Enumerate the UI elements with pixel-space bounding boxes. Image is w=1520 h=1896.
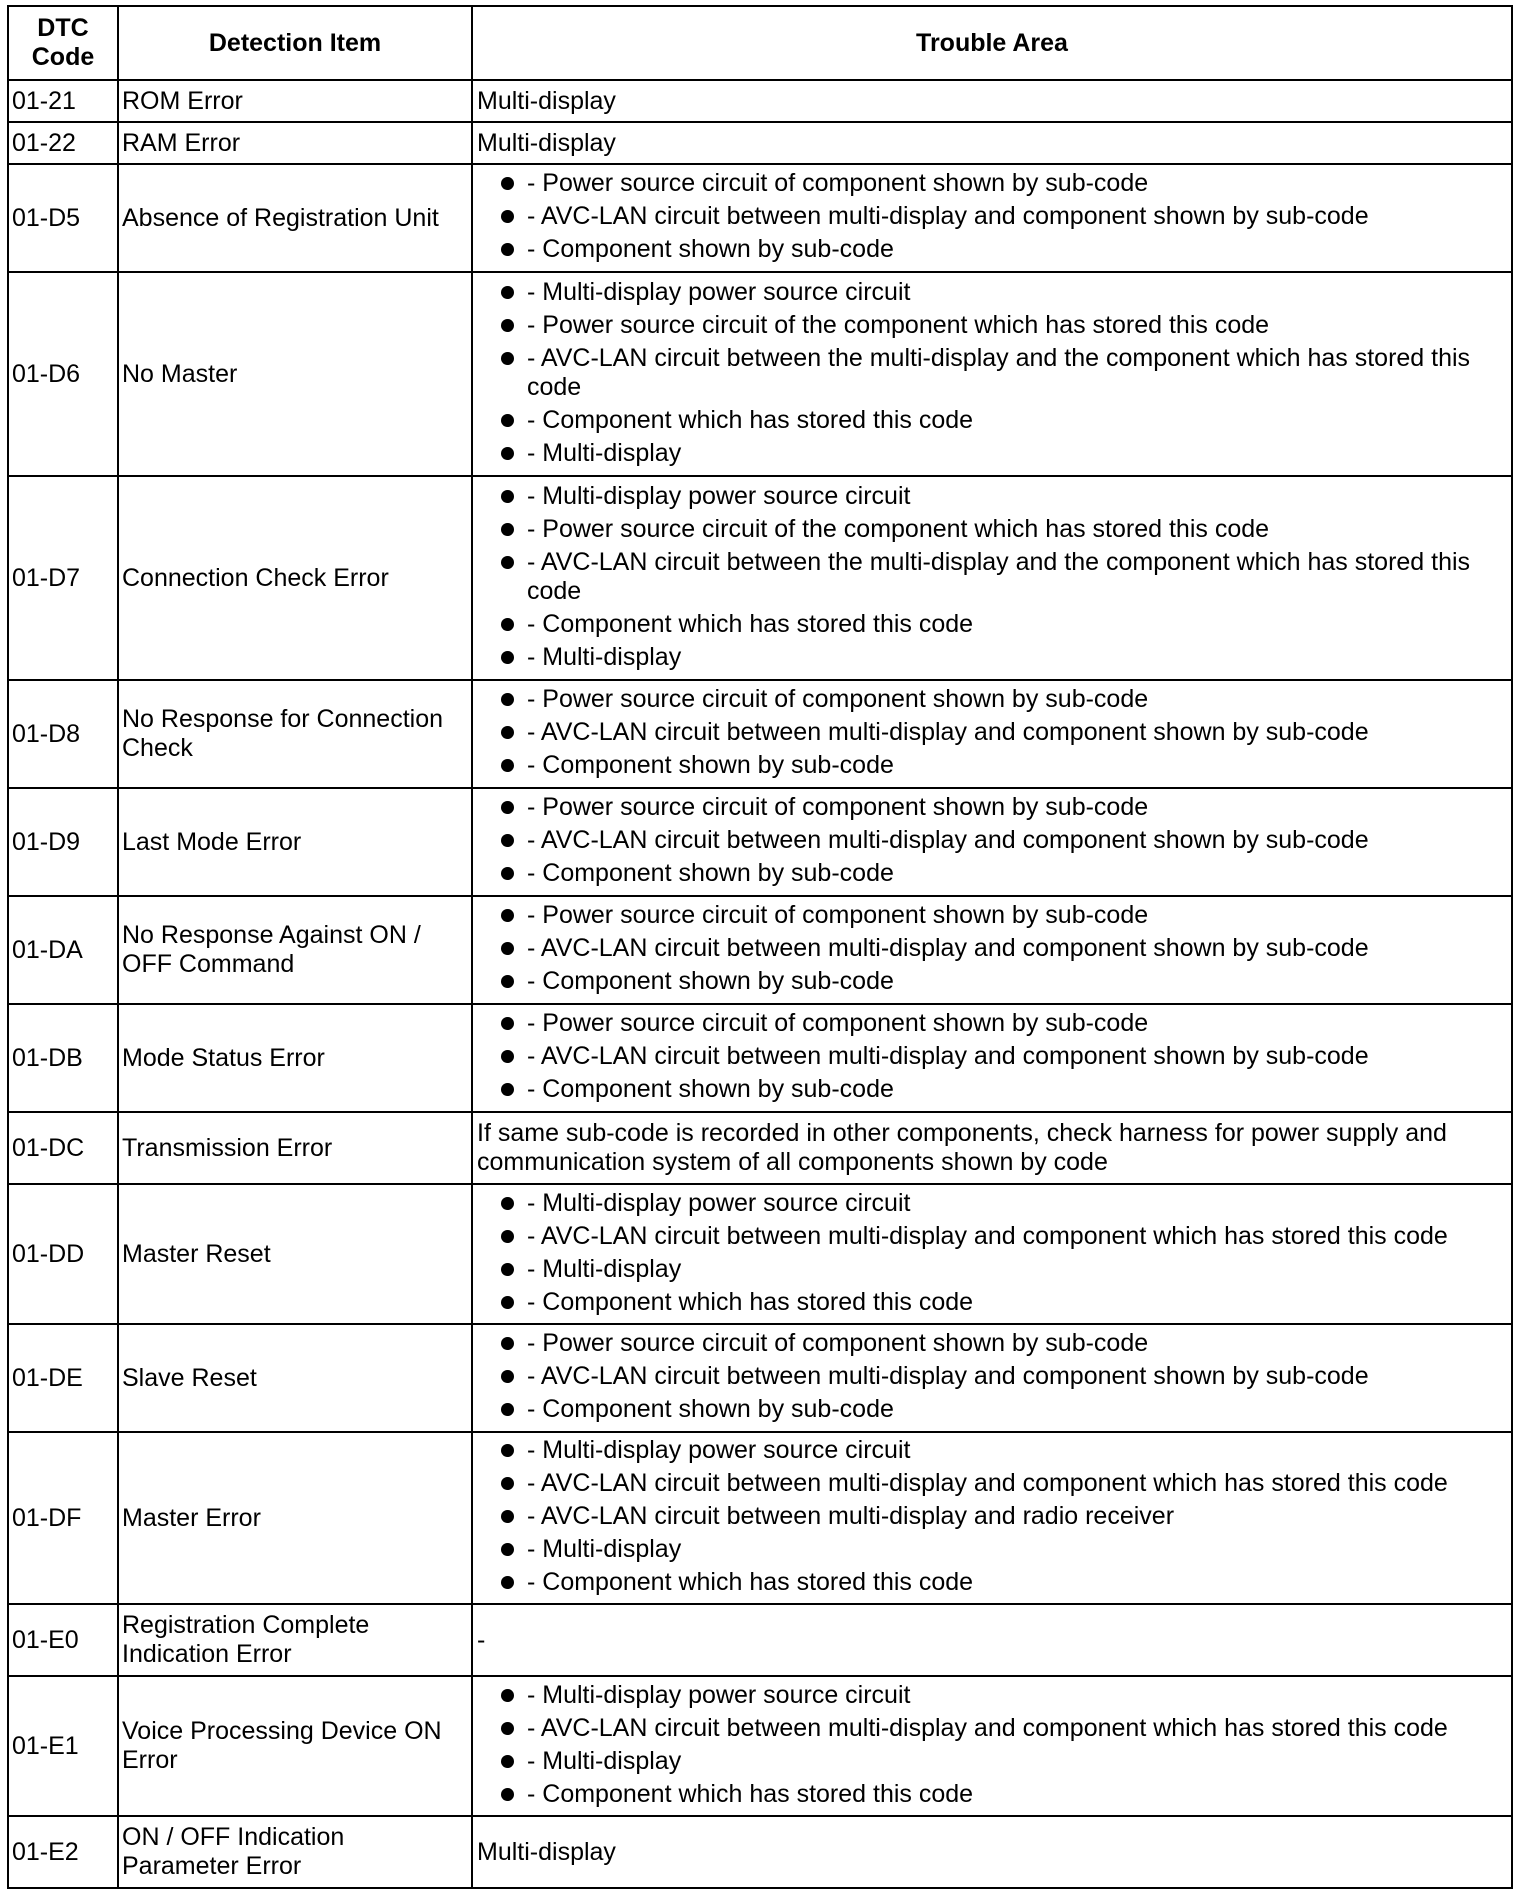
table-row <box>8 1604 1512 1676</box>
trouble-area-text: - Power source circuit of the component which has stored this code <box>527 514 1270 543</box>
trouble-area-list <box>477 1681 1499 1809</box>
trouble-area-list-item <box>477 1681 1499 1710</box>
trouble-area-text: - Multi-display power source circuit <box>527 1188 911 1217</box>
trouble-area-cell <box>472 1112 1512 1184</box>
table-header <box>8 6 1512 80</box>
bullet-icon <box>501 319 514 332</box>
trouble-area-cell <box>472 476 1512 680</box>
bullet-icon <box>501 1050 514 1063</box>
trouble-area-list-item <box>477 439 1499 468</box>
trouble-area-list-item <box>477 1780 1499 1809</box>
table-row <box>8 1432 1512 1604</box>
trouble-area-text: - Component shown by sub-code <box>527 859 894 887</box>
header-trouble-area: Trouble Area <box>472 6 1512 80</box>
trouble-area-text: - AVC-LAN circuit between multi-display and radio receiver <box>527 1502 1175 1530</box>
trouble-area-list-item <box>477 1535 1499 1564</box>
trouble-area-list-item <box>477 344 1499 402</box>
trouble-area-list-item <box>477 859 1499 888</box>
trouble-area-text: - Power source circuit of component shown by sub-code <box>527 685 1149 713</box>
bullet-icon <box>501 210 514 223</box>
bullet-icon <box>501 1788 514 1801</box>
trouble-area-list <box>477 1009 1499 1104</box>
dtc-table-container <box>7 5 1511 1889</box>
trouble-area-text: - Power source circuit of component shown by sub-code <box>527 1009 1149 1037</box>
dtc-code-cell: 01-E1 <box>8 1676 118 1816</box>
table-row <box>8 1004 1512 1112</box>
bullet-icon <box>501 1083 514 1096</box>
trouble-area-list-item <box>477 1714 1499 1743</box>
trouble-area-text: - Multi-display power source circuit <box>527 277 911 306</box>
detection-item-cell: No Master <box>118 272 472 476</box>
trouble-area-list-item <box>477 1329 1499 1358</box>
bullet-icon <box>501 693 514 706</box>
trouble-area-list-item <box>477 1395 1499 1424</box>
trouble-area-list <box>477 901 1499 996</box>
trouble-area-list <box>477 793 1499 888</box>
bullet-icon <box>501 1230 514 1243</box>
trouble-area-list-item <box>477 1436 1499 1465</box>
bullet-icon <box>501 1689 514 1702</box>
trouble-area-cell <box>472 680 1512 788</box>
trouble-area-cell <box>472 272 1512 476</box>
trouble-area-cell <box>472 1184 1512 1324</box>
trouble-area-text: - Multi-display power source circuit <box>527 1680 911 1709</box>
trouble-area-list-item <box>477 1189 1499 1218</box>
bullet-icon <box>501 942 514 955</box>
trouble-area-list-item <box>477 793 1499 822</box>
trouble-area-text: - AVC-LAN circuit between multi-display and component which has stored this code <box>527 1713 1448 1742</box>
bullet-icon <box>501 1444 514 1457</box>
trouble-area-list-item <box>477 967 1499 996</box>
trouble-area-text: Multi-display <box>477 86 616 115</box>
trouble-area-list-item <box>477 610 1499 639</box>
bullet-icon <box>501 1197 514 1210</box>
detection-item-cell: RAM Error <box>118 122 472 164</box>
trouble-area-text: - AVC-LAN circuit between multi-display and component which has stored this code <box>527 1221 1448 1250</box>
table-row <box>8 788 1512 896</box>
trouble-area-cell <box>472 1816 1512 1888</box>
trouble-area-text: Multi-display <box>477 128 616 157</box>
table-row <box>8 680 1512 788</box>
trouble-area-list <box>477 482 1499 672</box>
trouble-area-list-item <box>477 718 1499 747</box>
table-row <box>8 476 1512 680</box>
bullet-icon <box>501 1370 514 1383</box>
bullet-icon <box>501 834 514 847</box>
trouble-area-list-item <box>477 1288 1499 1317</box>
bullet-icon <box>501 1403 514 1416</box>
trouble-area-list-item <box>477 548 1499 606</box>
trouble-area-list <box>477 685 1499 780</box>
trouble-area-text: - AVC-LAN circuit between multi-display and component shown by sub-code <box>527 1362 1369 1390</box>
trouble-area-text: If same sub-code is recorded in other components, check harness for power supply and communication system of all components shown by code <box>477 1119 1447 1176</box>
dtc-code-cell: 01-D6 <box>8 272 118 476</box>
trouble-area-list-item <box>477 1042 1499 1071</box>
trouble-area-list-item <box>477 1009 1499 1038</box>
trouble-area-text: - AVC-LAN circuit between multi-display and component shown by sub-code <box>527 1042 1369 1070</box>
trouble-area-cell <box>472 896 1512 1004</box>
table-row <box>8 1676 1512 1816</box>
trouble-area-list <box>477 1189 1499 1317</box>
trouble-area-cell <box>472 1432 1512 1604</box>
dtc-code-cell: 01-D8 <box>8 680 118 788</box>
dtc-code-cell: 01-DA <box>8 896 118 1004</box>
detection-item-cell: Mode Status Error <box>118 1004 472 1112</box>
header-detection-item: Detection Item <box>118 6 472 80</box>
detection-item-cell: ROM Error <box>118 80 472 122</box>
trouble-area-list-item <box>477 311 1499 340</box>
trouble-area-text: - Power source circuit of component shown by sub-code <box>527 793 1149 821</box>
trouble-area-list <box>477 1329 1499 1424</box>
trouble-area-text: - Component shown by sub-code <box>527 751 894 779</box>
dtc-code-cell: 01-DF <box>8 1432 118 1604</box>
bullet-icon <box>501 177 514 190</box>
header-row <box>8 6 1512 80</box>
bullet-icon <box>501 523 514 536</box>
bullet-icon <box>501 1263 514 1276</box>
detection-item-cell: No Response Against ON / OFF Command <box>118 896 472 1004</box>
bullet-icon <box>501 1296 514 1309</box>
detection-item-cell: Master Error <box>118 1432 472 1604</box>
trouble-area-list <box>477 278 1499 468</box>
trouble-area-text: - Power source circuit of the component which has stored this code <box>527 310 1270 339</box>
trouble-area-list-item <box>477 934 1499 963</box>
trouble-area-list-item <box>477 1362 1499 1391</box>
trouble-area-list-item <box>477 901 1499 930</box>
trouble-area-text: - Multi-display <box>527 1746 682 1775</box>
trouble-area-text: - Power source circuit of component shown by sub-code <box>527 169 1149 197</box>
detection-item-cell: Connection Check Error <box>118 476 472 680</box>
trouble-area-list-item <box>477 1255 1499 1284</box>
detection-item-cell: ON / OFF Indication Parameter Error <box>118 1816 472 1888</box>
detection-item-cell: No Response for Connection Check <box>118 680 472 788</box>
bullet-icon <box>501 1017 514 1030</box>
table-row <box>8 1816 1512 1888</box>
trouble-area-text: - AVC-LAN circuit between multi-display and component shown by sub-code <box>527 934 1369 962</box>
trouble-area-cell <box>472 1004 1512 1112</box>
bullet-icon <box>501 286 514 299</box>
trouble-area-text: - Power source circuit of component shown by sub-code <box>527 1329 1149 1357</box>
bullet-icon <box>501 1576 514 1589</box>
trouble-area-text: - AVC-LAN circuit between multi-display and component shown by sub-code <box>527 718 1369 746</box>
trouble-area-list-item <box>477 482 1499 511</box>
trouble-area-text: Multi-display <box>477 1837 616 1866</box>
bullet-icon <box>501 1722 514 1735</box>
bullet-icon <box>501 651 514 664</box>
trouble-area-list-item <box>477 1469 1499 1498</box>
bullet-icon <box>501 1543 514 1556</box>
table-row <box>8 80 1512 122</box>
detection-item-cell: Slave Reset <box>118 1324 472 1432</box>
trouble-area-text: - AVC-LAN circuit between multi-display and component shown by sub-code <box>527 826 1369 854</box>
trouble-area-text: - Component which has stored this code <box>527 1287 974 1316</box>
bullet-icon <box>501 1337 514 1350</box>
dtc-code-cell: 01-D5 <box>8 164 118 272</box>
trouble-area-text: - Multi-display <box>527 1535 682 1563</box>
trouble-area-text: - Multi-display <box>527 438 682 467</box>
trouble-area-text: - Multi-display power source circuit <box>527 1436 911 1464</box>
bullet-icon <box>501 414 514 427</box>
bullet-icon <box>501 759 514 772</box>
trouble-area-cell <box>472 788 1512 896</box>
trouble-area-list-item <box>477 235 1499 264</box>
trouble-area-list-item <box>477 826 1499 855</box>
trouble-area-cell <box>472 1676 1512 1816</box>
bullet-icon <box>501 1510 514 1523</box>
trouble-area-cell <box>472 80 1512 122</box>
dtc-code-cell: 01-DE <box>8 1324 118 1432</box>
trouble-area-text: - Multi-display <box>527 642 682 671</box>
trouble-area-cell <box>472 1324 1512 1432</box>
trouble-area-text: - Component shown by sub-code <box>527 235 894 263</box>
table-row <box>8 272 1512 476</box>
trouble-area-cell <box>472 122 1512 164</box>
trouble-area-list <box>477 169 1499 264</box>
trouble-area-cell <box>472 1604 1512 1676</box>
trouble-area-list-item <box>477 751 1499 780</box>
bullet-icon <box>501 1755 514 1768</box>
trouble-area-list-item <box>477 278 1499 307</box>
trouble-area-list-item <box>477 643 1499 672</box>
table-row <box>8 1184 1512 1324</box>
trouble-area-text: - AVC-LAN circuit between multi-display and component shown by sub-code <box>527 202 1369 230</box>
trouble-area-list-item <box>477 406 1499 435</box>
trouble-area-list <box>477 1436 1499 1597</box>
trouble-area-list-item <box>477 1075 1499 1104</box>
detection-item-cell: Last Mode Error <box>118 788 472 896</box>
bullet-icon <box>501 243 514 256</box>
detection-item-cell: Voice Processing Device ON Error <box>118 1676 472 1816</box>
table-row <box>8 122 1512 164</box>
trouble-area-text: - Component shown by sub-code <box>527 967 894 995</box>
bullet-icon <box>501 867 514 880</box>
bullet-icon <box>501 975 514 988</box>
trouble-area-text: - Component which has stored this code <box>527 405 974 434</box>
bullet-icon <box>501 909 514 922</box>
dtc-code-cell: 01-DC <box>8 1112 118 1184</box>
trouble-area-list-item <box>477 685 1499 714</box>
trouble-area-text: - Component shown by sub-code <box>527 1075 894 1103</box>
detection-item-cell: Transmission Error <box>118 1112 472 1184</box>
dtc-code-cell: 01-DD <box>8 1184 118 1324</box>
header-dtc-code: DTC Code <box>8 6 118 80</box>
dtc-code-cell: 01-E0 <box>8 1604 118 1676</box>
trouble-area-text: - AVC-LAN circuit between multi-display and component which has stored this code <box>527 1469 1448 1497</box>
trouble-area-text: - Component which has stored this code <box>527 1568 974 1596</box>
bullet-icon <box>501 556 514 569</box>
table-row <box>8 1324 1512 1432</box>
detection-item-cell: Master Reset <box>118 1184 472 1324</box>
trouble-area-list-item <box>477 1222 1499 1251</box>
trouble-area-text: - Component which has stored this code <box>527 609 974 638</box>
detection-item-cell: Absence of Registration Unit <box>118 164 472 272</box>
trouble-area-text: - Multi-display <box>527 1254 682 1283</box>
trouble-area-cell <box>472 164 1512 272</box>
trouble-area-text: - <box>477 1625 486 1654</box>
trouble-area-list-item <box>477 202 1499 231</box>
dtc-code-cell: 01-E2 <box>8 1816 118 1888</box>
trouble-area-list-item <box>477 515 1499 544</box>
bullet-icon <box>501 618 514 631</box>
bullet-icon <box>501 801 514 814</box>
bullet-icon <box>501 447 514 460</box>
trouble-area-text: - Multi-display power source circuit <box>527 481 911 510</box>
trouble-area-list-item <box>477 1502 1499 1531</box>
dtc-code-cell: 01-21 <box>8 80 118 122</box>
bullet-icon <box>501 352 514 365</box>
dtc-code-cell: 01-D9 <box>8 788 118 896</box>
table-body <box>8 80 1512 1888</box>
bullet-icon <box>501 1477 514 1490</box>
trouble-area-text: - Component shown by sub-code <box>527 1395 894 1423</box>
dtc-code-cell: 01-22 <box>8 122 118 164</box>
trouble-area-text: - Component which has stored this code <box>527 1779 974 1808</box>
table-row <box>8 896 1512 1004</box>
trouble-area-list-item <box>477 1747 1499 1776</box>
dtc-code-cell: 01-DB <box>8 1004 118 1112</box>
trouble-area-list-item <box>477 169 1499 198</box>
bullet-icon <box>501 490 514 503</box>
trouble-area-text: - AVC-LAN circuit between the multi-display and the component which has stored this code <box>527 343 1471 401</box>
trouble-area-text: - Power source circuit of component shown by sub-code <box>527 901 1149 929</box>
bullet-icon <box>501 726 514 739</box>
table-row <box>8 1112 1512 1184</box>
dtc-code-cell: 01-D7 <box>8 476 118 680</box>
detection-item-cell: Registration Complete Indication Error <box>118 1604 472 1676</box>
trouble-area-list-item <box>477 1568 1499 1597</box>
dtc-table <box>7 5 1513 1889</box>
trouble-area-text: - AVC-LAN circuit between the multi-display and the component which has stored this code <box>527 547 1471 605</box>
table-row <box>8 164 1512 272</box>
